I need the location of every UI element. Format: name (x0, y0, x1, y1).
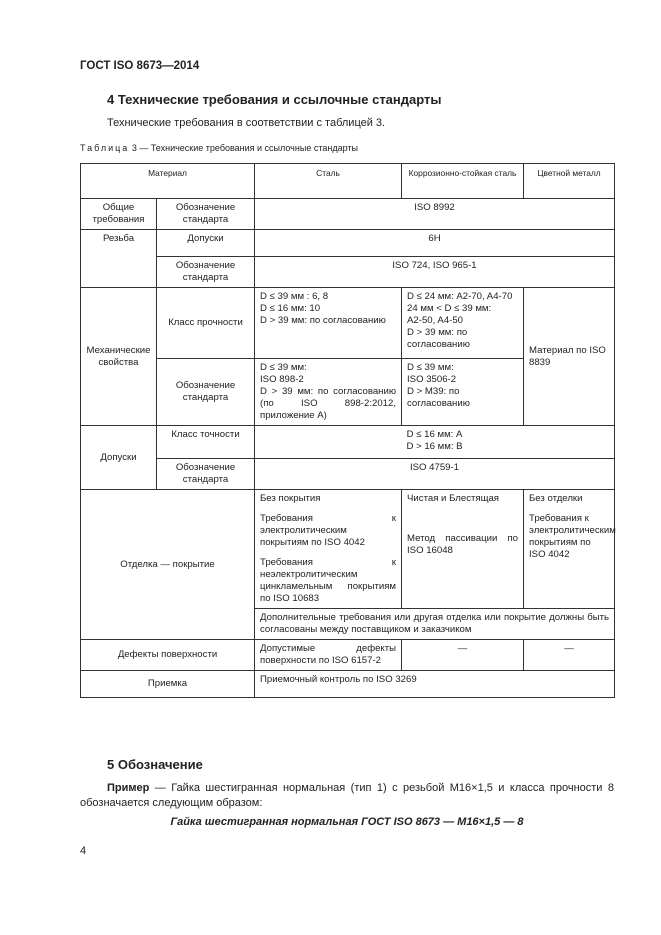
value-nonferrous-defects: — (524, 640, 615, 671)
finish-line: Требования к неэлектролитическим цинкламельным покрытиям по ISO 10683 (260, 557, 397, 604)
stainless-std-line: D > M39: по согласованию (407, 386, 470, 409)
designation-example: Гайка шестигранная нормальная ГОСТ ISO 8673 — M16×1,5 — 8 (170, 816, 524, 828)
spacer (260, 505, 396, 513)
table-row-thread-standard (81, 257, 615, 288)
value-steel-defects: Допустимые дефекты поверхности по ISO 6157-2 (255, 640, 402, 671)
finish-line: Метод пассивации по ISO 16048 (407, 533, 519, 556)
value-steel-mech-standard (255, 359, 402, 426)
group-general: Общие требования (81, 199, 157, 230)
value-steel-strength-class (255, 288, 402, 359)
param-strength-class: Класс прочности (157, 288, 255, 359)
spacer (260, 549, 396, 557)
value-tolerance-standard: ISO 4759-1 (255, 459, 615, 490)
table-header-row (81, 164, 615, 199)
stainless-std-line: D ≤ 39 мм: (407, 362, 454, 373)
table-row-acceptance (81, 671, 615, 698)
stainless-std-line: ISO 3506-2 (407, 374, 457, 385)
value-acceptance: Приемочный контроль по ISO 3269 (255, 671, 615, 698)
example-paragraph (80, 781, 614, 811)
finish-line: Чистая и Блестящая (407, 493, 500, 504)
finish-line: Без отделки (529, 493, 583, 504)
value-finish-additional: Дополнительные требования или другая отделка или покрытие должны быть согласованы между поставщиком и заказчиком (255, 609, 615, 640)
stainless-class-line: 24 мм < D ≤ 39 мм: (407, 303, 492, 314)
header-steel: Сталь (255, 164, 402, 199)
value-stainless-strength-class (402, 288, 524, 359)
table-row-tolerance-standard (81, 459, 615, 490)
document-id: ГОСТ ISO 8673—2014 (80, 60, 200, 72)
value-thread-tolerance: 6H (255, 230, 615, 257)
value-thread-standard: ISO 724, ISO 965-1 (255, 257, 615, 288)
table-caption-text: 3 — Технические требования и ссылочные стандарты (131, 143, 358, 153)
param-tolerance-standard: Обозначение стандарта (157, 459, 255, 490)
spacer (407, 505, 518, 533)
finish-line: Требования к электролитическим покрытиям по ISO 4042 (529, 513, 616, 560)
finish-line: Без покрытия (260, 493, 321, 504)
table-caption-prefix: Таблица (80, 143, 130, 153)
header-nonferrous: Цветной металл (524, 164, 615, 199)
param-accuracy-class: Класс точности (157, 426, 255, 459)
value-steel-finish (255, 490, 402, 609)
table-row-thread-tolerance (81, 230, 615, 257)
table-caption (80, 143, 358, 153)
value-stainless-finish (402, 490, 524, 609)
value-stainless-defects: — (402, 640, 524, 671)
param-general-standard: Обозначение стандарта (157, 199, 255, 230)
accuracy-line: D ≤ 16 мм: A (406, 429, 463, 440)
table-row-mech-class (81, 288, 615, 359)
value-stainless-mech-standard (402, 359, 524, 426)
group-defects: Дефекты поверхности (81, 640, 255, 671)
param-thread-standard: Обозначение стандарта (157, 257, 255, 288)
stainless-class-line: A2-50, A4-50 (407, 315, 464, 326)
example-label: Пример (107, 782, 150, 794)
page-number: 4 (80, 845, 87, 857)
steel-class-line: D ≤ 16 мм: 10 (260, 303, 321, 314)
spacer (529, 505, 609, 513)
group-thread: Резьба (81, 230, 157, 288)
section-4-title: 4 Технические требования и ссылочные стандарты (107, 92, 442, 107)
stainless-class-line: D > 39 мм: по согласованию (407, 327, 470, 350)
section-5-title: 5 Обозначение (107, 757, 203, 772)
header-stainless: Коррозионно-стойкая сталь (402, 164, 524, 199)
value-nonferrous-finish (524, 490, 615, 609)
value-accuracy-class (255, 426, 615, 459)
requirements-table (80, 163, 615, 698)
group-mechanical: Механические свойства (81, 288, 157, 426)
stainless-class-line: D ≤ 24 мм: A2-70, A4-70 (407, 291, 513, 302)
table-row-accuracy-class (81, 426, 615, 459)
table-row-defects (81, 640, 615, 671)
finish-line: Требования к электролитическим покрытиям по ISO 4042 (260, 513, 397, 548)
param-mech-standard: Обозначение стандарта (157, 359, 255, 426)
steel-std-line: ISO 898-2 (260, 374, 304, 385)
value-general-standard: ISO 8992 (255, 199, 615, 230)
steel-std-line: D > 39 мм: по согласованию (по ISO 898-2:2012, приложение A) (260, 386, 397, 421)
steel-class-line: D ≤ 39 мм : 6, 8 (260, 291, 329, 302)
group-tolerances: Допуски (81, 426, 157, 490)
accuracy-line: D > 16 мм: B (406, 441, 463, 452)
param-thread-tolerance: Допуски (157, 230, 255, 257)
value-nonferrous-material: Материал по ISO 8839 (524, 288, 615, 426)
steel-std-line: D ≤ 39 мм: (260, 362, 307, 373)
steel-class-line: D > 39 мм: по согласованию (260, 315, 386, 326)
group-finish: Отделка — покрытие (81, 490, 255, 640)
table-row-general (81, 199, 615, 230)
table-row-finish (81, 490, 615, 609)
header-material: Материал (81, 164, 255, 199)
section-4-intro: Технические требования в соответствии с таблицей 3. (107, 117, 386, 129)
group-acceptance: Приемка (81, 671, 255, 698)
example-text: — Гайка шестигранная нормальная (тип 1) с резьбой M16×1,5 и класса прочности 8 обозначается следующим образом: (80, 782, 614, 809)
